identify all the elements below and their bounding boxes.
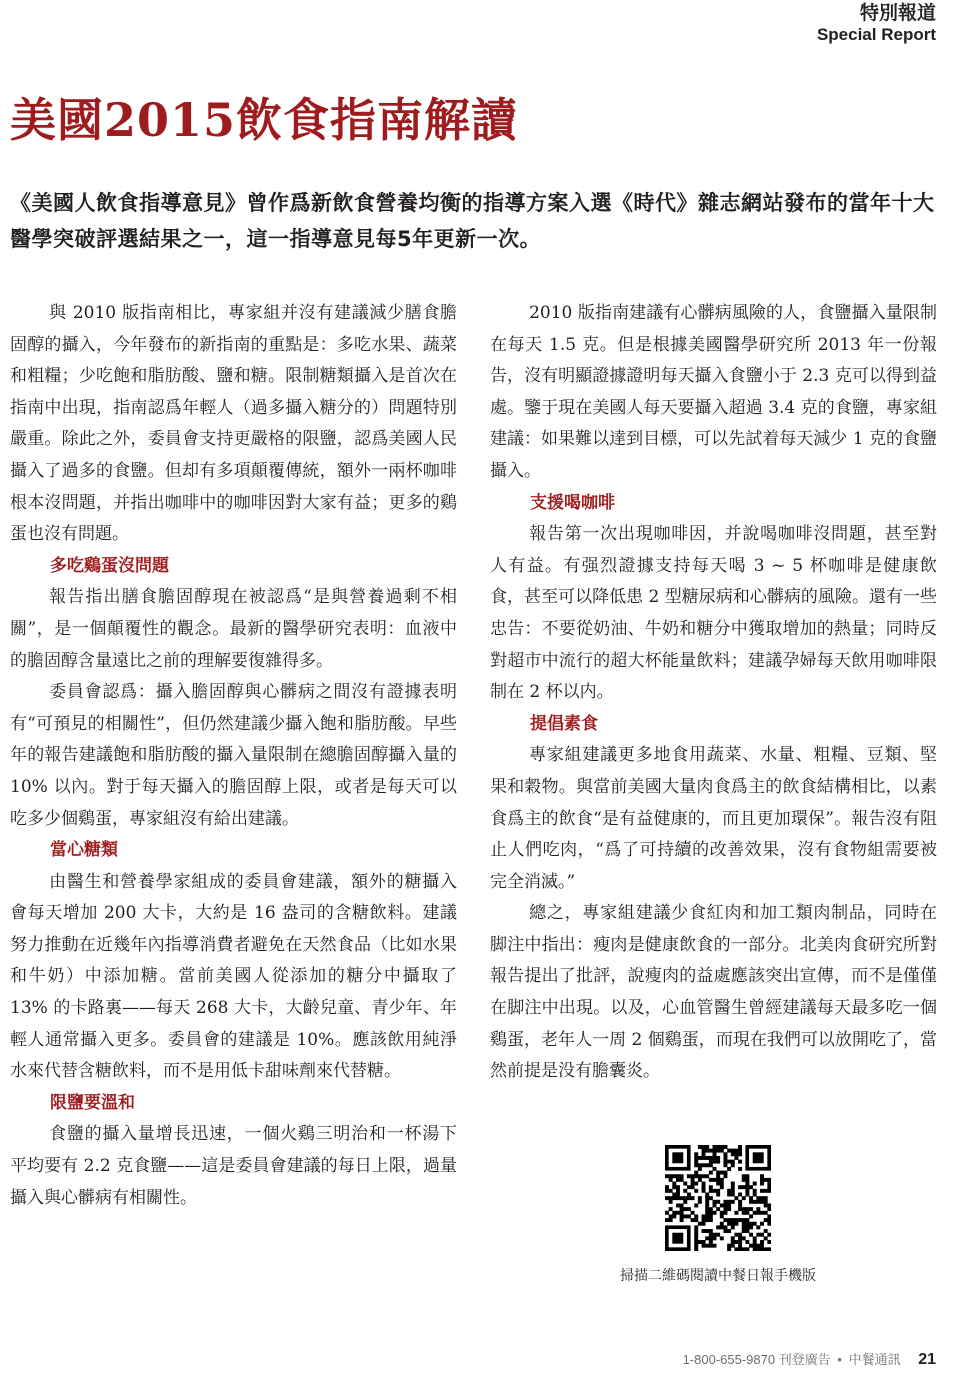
body-paragraph: 由醫生和營養學家組成的委員會建議，額外的糖攝入會每天增加 200 大卡，大約是 16 盎司的含糖飲料。建議努力推動在近幾年內指導消費者避免在天然食品（比如水果和牛奶）中添加糖。當前美國人從添加的糖分中攝取了 13% 的卡路裏——每天 268 大卡，大齡兒童、青少年、年輕人通常攝入更多。委員會的建議是 10%。應該飲用純淨水來代替含糖飲料，而不是用低卡甜味劑來代替糖。: [10, 871, 457, 1082]
lede-paragraph: 《美國人飲食指導意見》曾作爲新飲食營養均衡的指導方案入選《時代》雜志網站發布的當年十大醫學突破評選結果之一，這一指導意見每5年更新一次。: [10, 191, 935, 251]
body-paragraph: 食鹽的攝入量增長迅速，一個火鷄三明治和一杯湯下平均要有 2.2 克食鹽——這是委員會建議的每日上限，過量攝入與心髒病有相關性。: [10, 1124, 457, 1208]
page-title: 美國2015飲食指南解讀: [10, 93, 519, 147]
footer-bullet: •: [837, 1352, 842, 1367]
page-number: 21: [918, 1351, 936, 1368]
qr-code-icon[interactable]: [665, 1145, 771, 1251]
section-heading: 多吃鷄蛋沒問題: [50, 555, 169, 576]
section-label-en: Special Report: [816, 25, 936, 44]
body-paragraph: 與 2010 版指南相比，專家組并沒有建議減少膳食膽固醇的攝入，今年發布的新指南的重點是：多吃水果、蔬菜和粗糧；少吃飽和脂肪酸、鹽和糖。限制糖類攝入是首次在指南中出現，指南認爲年輕人（過多攝入糖分的）問題特別嚴重。除此之外，委員會支持更嚴格的限鹽，認爲美國人民攝入了過多的食鹽。但却有多項顛覆傳統，額外一兩杯咖啡根本沒問題，并指出咖啡中的咖啡因對大家有益；更多的鷄蛋也沒有問題。: [10, 303, 457, 545]
qr-block: [600, 1145, 836, 1286]
section-label-zh: 特別報道: [859, 2, 936, 24]
right-column: [490, 298, 937, 1088]
page-footer: [683, 1349, 936, 1369]
section-heading: 限鹽要溫和: [50, 1092, 135, 1113]
body-paragraph: 專家組建議更多地食用蔬菜、水量、粗糧、豆類、堅果和穀物。與當前美國大量肉食爲主的飲食結構相比，以素食爲主的飲食“是有益健康的，而且更加環保”。報告沒有阻止人們吃肉，“爲了可持續的改善效果，沒有食物組需要被完全消滅。”: [490, 745, 937, 892]
left-column: [10, 298, 457, 1214]
footer-publication: 中餐通訊: [848, 1352, 901, 1367]
section-heading: 支援喝咖啡: [530, 492, 615, 513]
body-paragraph: 總之，專家組建議少食紅肉和加工類肉制品，同時在脚注中指出：瘦肉是健康飲食的一部分。北美肉食研究所對報告提出了批評，說瘦肉的益處應該突出宣傳，而不是僅僅在脚注中出現。以及，心血管醫生曾經建議每天最多吃一個鷄蛋，老年人一周 2 個鷄蛋，而現在我們可以放開吃了，當然前提是没有膽囊炎。: [490, 903, 937, 1082]
body-paragraph: 2010 版指南建議有心髒病風險的人，食鹽攝入量限制在每天 1.5 克。但是根據美國醫學研究所 2013 年一份報告，沒有明顯證據證明每天攝入食鹽小于 2.3 克可以得到益處。鑒于現在美國人每天要攝入超過 3.4 克的食鹽，專家組建議：如果難以達到目標，可以先試着每天減少 1 克的食鹽攝入。: [490, 303, 937, 481]
section-header: [817, 2, 936, 46]
footer-phone: 1-800-655-9870: [682, 1352, 776, 1367]
qr-caption: 掃描二維碼閱讀中餐日報手機版: [620, 1268, 816, 1284]
body-paragraph: 委員會認爲：攝入膽固醇與心髒病之間沒有證據表明有“可預見的相關性”，但仍然建議少攝入飽和脂肪酸。早些年的報告建議飽和脂肪酸的攝入量限制在總膽固醇攝入量的 10% 以內。對于每天攝入的膽固醇上限，或者是每天可以吃多少個鷄蛋，專家組沒有給出建議。: [10, 682, 457, 829]
body-paragraph: 報告指出膳食膽固醇現在被認爲“是與營養過剩不相關”，是一個顛覆性的觀念。最新的醫學研究表明：血液中的膽固醇含量遠比之前的理解要復雜得多。: [10, 587, 457, 671]
section-heading: 當心糖類: [50, 840, 118, 861]
section-heading: 提倡素食: [530, 713, 598, 734]
body-paragraph: 報告第一次出現咖啡因，并說喝咖啡沒問題，甚至對人有益。有强烈證據支持每天喝 3 ~ 5 杯咖啡是健康飲食，甚至可以降低患 2 型糖尿病和心髒病的風險。還有一些忠告：不要從奶油、牛奶和糖分中獲取增加的熱量；同時反對超市中流行的超大杯能量飲料；建議孕婦每天飲用咖啡限制在 2 杯以内。: [490, 524, 937, 703]
footer-text: 刊登廣告: [778, 1352, 831, 1367]
